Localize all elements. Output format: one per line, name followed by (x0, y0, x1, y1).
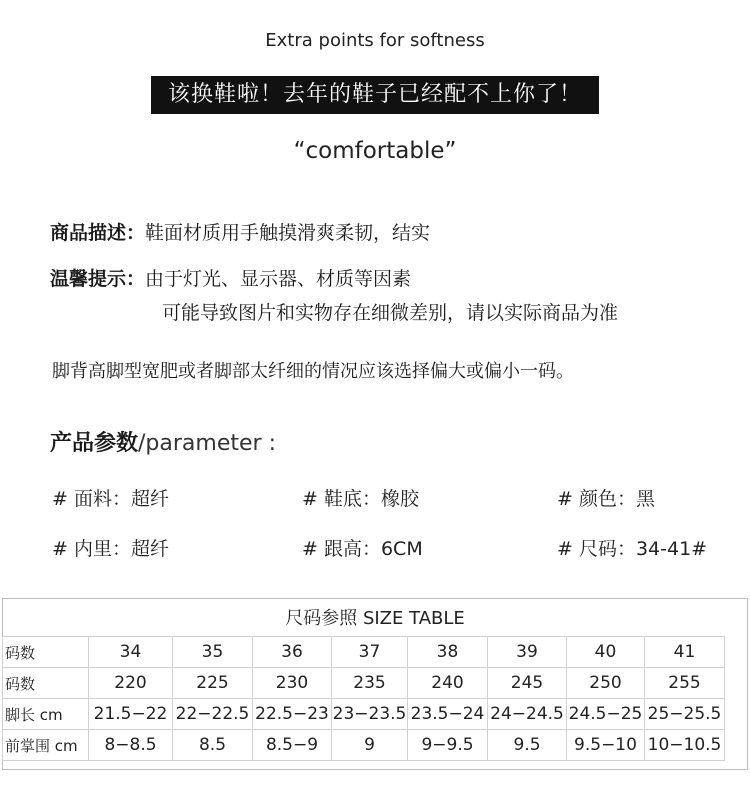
table-cell: 38 (408, 637, 488, 668)
row-header: 码数 (3, 637, 89, 668)
table-cell: 24.5−25 (567, 699, 645, 730)
table-cell: 8.5 (173, 730, 253, 761)
parameter-title-en: /parameter : (138, 431, 276, 456)
tip-text-continued: 可能导致图片和实物存在细微差别，请以实际商品为准 (162, 302, 619, 324)
table-cell: 37 (332, 637, 408, 668)
row-header: 脚长 cm (3, 699, 89, 730)
table-cell: 34 (89, 637, 173, 668)
table-cell: 225 (173, 668, 253, 699)
table-row (3, 637, 725, 668)
table-cell: 21.5−22 (89, 699, 173, 730)
table-cell: 10−10.5 (645, 730, 725, 761)
quote-text: “comfortable” (293, 138, 457, 164)
param-item: # 鞋底：橡胶 (302, 488, 419, 510)
heading-en: Extra points for softness (265, 30, 485, 51)
param-item: # 跟高：6CM (302, 538, 423, 560)
fit-note: 脚背高脚型宽肥或者脚部太纤细的情况应该选择偏大或偏小一码。 (52, 361, 574, 382)
table-cell: 9−9.5 (408, 730, 488, 761)
param-item: # 尺码：34-41# (557, 538, 708, 560)
table-cell: 8−8.5 (89, 730, 173, 761)
table-row (3, 699, 725, 730)
param-item: # 内里：超纤 (52, 538, 169, 560)
table-cell: 220 (89, 668, 173, 699)
table-cell: 8.5−9 (253, 730, 332, 761)
table-cell: 36 (253, 637, 332, 668)
table-cell: 24−24.5 (488, 699, 567, 730)
size-table (2, 636, 725, 761)
description-label: 商品描述： (50, 222, 146, 244)
table-cell: 40 (567, 637, 645, 668)
row-header: 码数 (3, 668, 89, 699)
promo-banner: 该换鞋啦！去年的鞋子已经配不上你了！ (151, 76, 599, 114)
parameter-title-cn: 产品参数 (50, 431, 139, 456)
table-cell: 9 (332, 730, 408, 761)
table-cell: 23.5−24 (408, 699, 488, 730)
table-cell: 41 (645, 637, 725, 668)
parameter-title (50, 426, 276, 457)
description-row-1 (50, 218, 430, 245)
param-item: # 面料：超纤 (52, 488, 169, 510)
table-cell: 25−25.5 (645, 699, 725, 730)
table-cell: 23−23.5 (332, 699, 408, 730)
param-item: # 颜色：黑 (557, 488, 655, 510)
table-cell: 255 (645, 668, 725, 699)
table-cell: 9.5 (488, 730, 567, 761)
table-cell: 35 (173, 637, 253, 668)
table-row (3, 668, 725, 699)
tip-text: 由于灯光、显示器、材质等因素 (145, 268, 412, 290)
tip-label: 温馨提示： (50, 268, 146, 290)
table-cell: 245 (488, 668, 567, 699)
table-cell: 250 (567, 668, 645, 699)
table-cell: 9.5−10 (567, 730, 645, 761)
table-cell: 39 (488, 637, 567, 668)
description-row-2 (50, 264, 411, 291)
table-cell: 240 (408, 668, 488, 699)
table-cell: 235 (332, 668, 408, 699)
size-table-title: 尺码参照 SIZE TABLE (285, 608, 465, 629)
description-text: 鞋面材质用手触摸滑爽柔韧，结实 (145, 222, 431, 244)
row-header: 前掌围 cm (3, 730, 89, 761)
table-cell: 230 (253, 668, 332, 699)
table-cell: 22−22.5 (173, 699, 253, 730)
table-cell: 22.5−23 (253, 699, 332, 730)
table-row (3, 730, 725, 761)
